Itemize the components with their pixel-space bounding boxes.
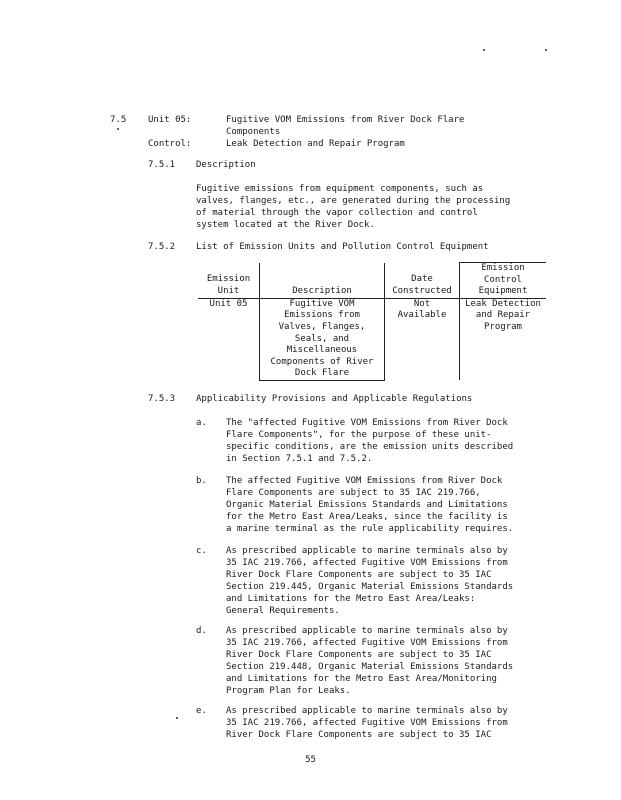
cell-line: Available bbox=[397, 310, 447, 321]
item-letter: c. bbox=[196, 546, 207, 556]
item-line: for the Metro East Area/Leaks, since the facility is bbox=[226, 512, 508, 522]
cell-line: Not bbox=[413, 298, 431, 309]
item-line: As prescribed applicable to marine terminals also by bbox=[226, 546, 508, 556]
item-line: Section 219.448, Organic Material Emissions Standards bbox=[226, 662, 514, 672]
subsection-heading-751: Description bbox=[196, 160, 256, 170]
header-text: Constructed bbox=[392, 285, 452, 296]
cell-line: Leak Detection bbox=[465, 298, 541, 309]
page-number: 55 bbox=[305, 755, 316, 765]
cell-line: Program bbox=[484, 321, 522, 332]
item-line: Program Plan for Leaks. bbox=[226, 686, 351, 696]
item-line: As prescribed applicable to marine terminals also by bbox=[226, 626, 508, 636]
item-line: River Dock Flare Components are subject to 35 IAC bbox=[226, 730, 492, 740]
item-line: Flare Components are subject to 35 IAC 219.766, bbox=[226, 488, 481, 498]
cell-line: Fugitive VOM bbox=[289, 298, 355, 309]
item-line: River Dock Flare Components are subject to 35 IAC bbox=[226, 650, 492, 660]
header-text: Date bbox=[411, 274, 433, 285]
subsection-number-752: 7.5.2 bbox=[148, 242, 176, 252]
item-line: The affected Fugitive VOM Emissions from River Dock bbox=[226, 476, 503, 486]
description-line: system located at the River Dock. bbox=[196, 220, 375, 230]
item-letter: b. bbox=[196, 476, 207, 486]
item-line: Flare Components", for the purpose of these unit- bbox=[226, 430, 492, 440]
scan-speck bbox=[545, 49, 547, 51]
item-line: River Dock Flare Components are subject to 35 IAC bbox=[226, 570, 492, 580]
item-line: in Section 7.5.1 and 7.5.2. bbox=[226, 454, 373, 464]
item-line: As prescribed applicable to marine terminals also by bbox=[226, 706, 508, 716]
subsection-heading-752: List of Emission Units and Pollution Control Equipment bbox=[196, 242, 489, 252]
unit-title-line-2: Components bbox=[226, 127, 281, 137]
cell-line: Valves, Flanges, bbox=[278, 321, 366, 332]
emission-units-table bbox=[198, 262, 546, 381]
item-line: a marine terminal as the rule applicability requires. bbox=[226, 524, 514, 534]
cell-line: Miscellaneous bbox=[286, 345, 358, 356]
item-line: and Limitations for the Metro East Area/Leaks: bbox=[226, 594, 476, 604]
cell-description bbox=[260, 298, 385, 380]
item-line: specific conditions, are the emission units described bbox=[226, 442, 514, 452]
item-line: 35 IAC 219.766, affected Fugitive VOM Emissions from bbox=[226, 718, 508, 728]
header-text: Emission bbox=[481, 263, 525, 273]
table-header-row bbox=[198, 263, 546, 299]
subsection-number-751: 7.5.1 bbox=[148, 160, 176, 170]
header-text: Description bbox=[292, 285, 352, 296]
header-control-equipment bbox=[460, 263, 547, 299]
control-value: Leak Detection and Repair Program bbox=[226, 139, 405, 149]
item-line: Section 219.445, Organic Material Emissions Standards bbox=[226, 582, 514, 592]
item-line: Organic Material Emissions Standards and Limitations bbox=[226, 500, 508, 510]
section-number: 7.5 bbox=[110, 115, 127, 125]
cell-line: Seals, and bbox=[294, 333, 350, 344]
cell-unit: Unit 05 bbox=[198, 298, 260, 380]
cell-line: and Repair bbox=[475, 310, 531, 321]
description-line: of material through the vapor collection and control bbox=[196, 208, 478, 218]
cell-date bbox=[385, 298, 460, 380]
scan-speck bbox=[176, 717, 178, 719]
description-line: valves, flanges, etc., are generated during the processing bbox=[196, 196, 511, 206]
cell-line: Dock Flare bbox=[294, 368, 350, 379]
unit-label: Unit 05: bbox=[148, 115, 192, 125]
scan-speck bbox=[483, 49, 485, 51]
header-text: Unit bbox=[217, 285, 240, 296]
header-text: Equipment bbox=[478, 286, 528, 297]
subsection-number-753: 7.5.3 bbox=[148, 394, 176, 404]
item-line: and Limitations for the Metro East Area/Monitoring bbox=[226, 674, 497, 684]
cell-control bbox=[460, 298, 547, 380]
header-date-constructed bbox=[385, 263, 460, 299]
header-text: Control bbox=[484, 274, 522, 285]
cell-line: Components of River bbox=[270, 356, 374, 367]
table-row bbox=[198, 298, 546, 380]
item-line: 35 IAC 219.766, affected Fugitive VOM Emissions from bbox=[226, 638, 508, 648]
item-line: 35 IAC 219.766, affected Fugitive VOM Emissions from bbox=[226, 558, 508, 568]
header-text: Emission bbox=[206, 274, 251, 285]
unit-title-line-1: Fugitive VOM Emissions from River Dock Flare bbox=[226, 115, 465, 125]
subsection-heading-753: Applicability Provisions and Applicable Regulations bbox=[196, 394, 473, 404]
control-label: Control: bbox=[148, 139, 192, 149]
item-letter: a. bbox=[196, 418, 207, 428]
cell-line: Emissions from bbox=[284, 310, 360, 321]
header-description bbox=[260, 263, 385, 299]
item-line: General Requirements. bbox=[226, 606, 340, 616]
item-letter: e. bbox=[196, 706, 207, 716]
scan-speck bbox=[117, 128, 119, 130]
description-line: Fugitive emissions from equipment components, such as bbox=[196, 184, 484, 194]
item-letter: d. bbox=[196, 626, 207, 636]
item-line: The "affected Fugitive VOM Emissions from River Dock bbox=[226, 418, 508, 428]
header-emission-unit bbox=[198, 263, 260, 299]
